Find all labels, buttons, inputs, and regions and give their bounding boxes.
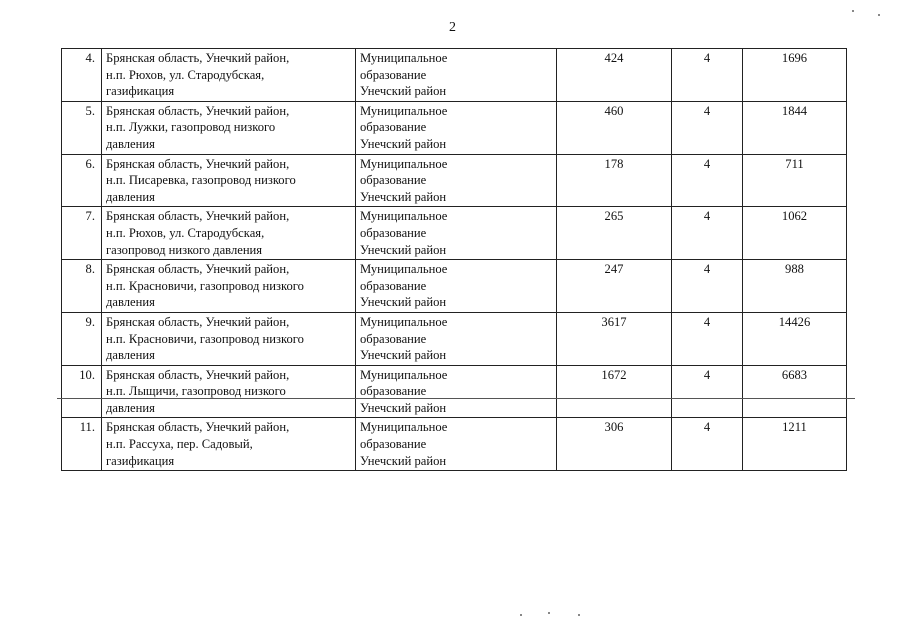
row-number: 10. bbox=[62, 365, 102, 418]
owner-name: Муниципальное образование Унечский район bbox=[356, 312, 557, 365]
value-b: 4 bbox=[672, 365, 743, 418]
value-a: 3617 bbox=[557, 312, 672, 365]
value-c: 1844 bbox=[743, 101, 847, 154]
value-c: 711 bbox=[743, 154, 847, 207]
value-c: 988 bbox=[743, 260, 847, 313]
value-a: 424 bbox=[557, 49, 672, 102]
object-description: Брянская область, Унечкий район, н.п. Красновичи, газопровод низкого давления bbox=[102, 260, 356, 313]
table-row bbox=[62, 49, 847, 102]
value-a: 265 bbox=[557, 207, 672, 260]
owner-name: Муниципальное образование Унечский район bbox=[356, 418, 557, 471]
value-a: 178 bbox=[557, 154, 672, 207]
value-a: 1672 bbox=[557, 365, 672, 418]
value-b: 4 bbox=[672, 154, 743, 207]
row-number: 5. bbox=[62, 101, 102, 154]
owner-name: Муниципальное образование Унечский район bbox=[356, 101, 557, 154]
value-c: 6683 bbox=[743, 365, 847, 418]
object-description: Брянская область, Унечкий район, н.п. Лыщичи, газопровод низкого давления bbox=[102, 365, 356, 418]
owner-name: Муниципальное образование Унечский район bbox=[356, 260, 557, 313]
row-number: 9. bbox=[62, 312, 102, 365]
scan-artifact-dot bbox=[852, 10, 854, 12]
object-description: Брянская область, Унечкий район, н.п. Красновичи, газопровод низкого давления bbox=[102, 312, 356, 365]
scan-artifact-dot bbox=[578, 614, 580, 616]
object-description: Брянская область, Унечкий район, н.п. Лужки, газопровод низкого давления bbox=[102, 101, 356, 154]
scan-artifact-dot bbox=[520, 614, 522, 616]
row-number: 7. bbox=[62, 207, 102, 260]
object-description: Брянская область, Унечкий район, н.п. Писаревка, газопровод низкого давления bbox=[102, 154, 356, 207]
row-number: 8. bbox=[62, 260, 102, 313]
table-row bbox=[62, 207, 847, 260]
table-row bbox=[62, 418, 847, 471]
object-description: Брянская область, Унечкий район, н.п. Рюхов, ул. Стародубская, газификация bbox=[102, 49, 356, 102]
scan-artifact-dot bbox=[878, 14, 880, 16]
value-a: 247 bbox=[557, 260, 672, 313]
owner-name: Муниципальное образование Унечский район bbox=[356, 365, 557, 418]
value-b: 4 bbox=[672, 207, 743, 260]
row-number: 6. bbox=[62, 154, 102, 207]
value-b: 4 bbox=[672, 49, 743, 102]
value-b: 4 bbox=[672, 101, 743, 154]
row-number: 11. bbox=[62, 418, 102, 471]
value-c: 1696 bbox=[743, 49, 847, 102]
table-row bbox=[62, 365, 847, 418]
row-number: 4. bbox=[62, 49, 102, 102]
table-row bbox=[62, 260, 847, 313]
table-row bbox=[62, 154, 847, 207]
value-b: 4 bbox=[672, 260, 743, 313]
value-c: 1211 bbox=[743, 418, 847, 471]
value-a: 460 bbox=[557, 101, 672, 154]
value-b: 4 bbox=[672, 312, 743, 365]
value-c: 14426 bbox=[743, 312, 847, 365]
scan-artifact-line bbox=[57, 398, 855, 399]
owner-name: Муниципальное образование Унечский район bbox=[356, 207, 557, 260]
table-row bbox=[62, 101, 847, 154]
owner-name: Муниципальное образование Унечский район bbox=[356, 154, 557, 207]
data-table bbox=[61, 48, 847, 471]
scan-artifact-dot bbox=[548, 612, 550, 614]
value-b: 4 bbox=[672, 418, 743, 471]
value-c: 1062 bbox=[743, 207, 847, 260]
object-description: Брянская область, Унечкий район, н.п. Рассуха, пер. Садовый, газификация bbox=[102, 418, 356, 471]
value-a: 306 bbox=[557, 418, 672, 471]
table-row bbox=[62, 312, 847, 365]
owner-name: Муниципальное образование Унечский район bbox=[356, 49, 557, 102]
page-number: 2 bbox=[449, 20, 456, 35]
object-description: Брянская область, Унечкий район, н.п. Рюхов, ул. Стародубская, газопровод низкого давления bbox=[102, 207, 356, 260]
